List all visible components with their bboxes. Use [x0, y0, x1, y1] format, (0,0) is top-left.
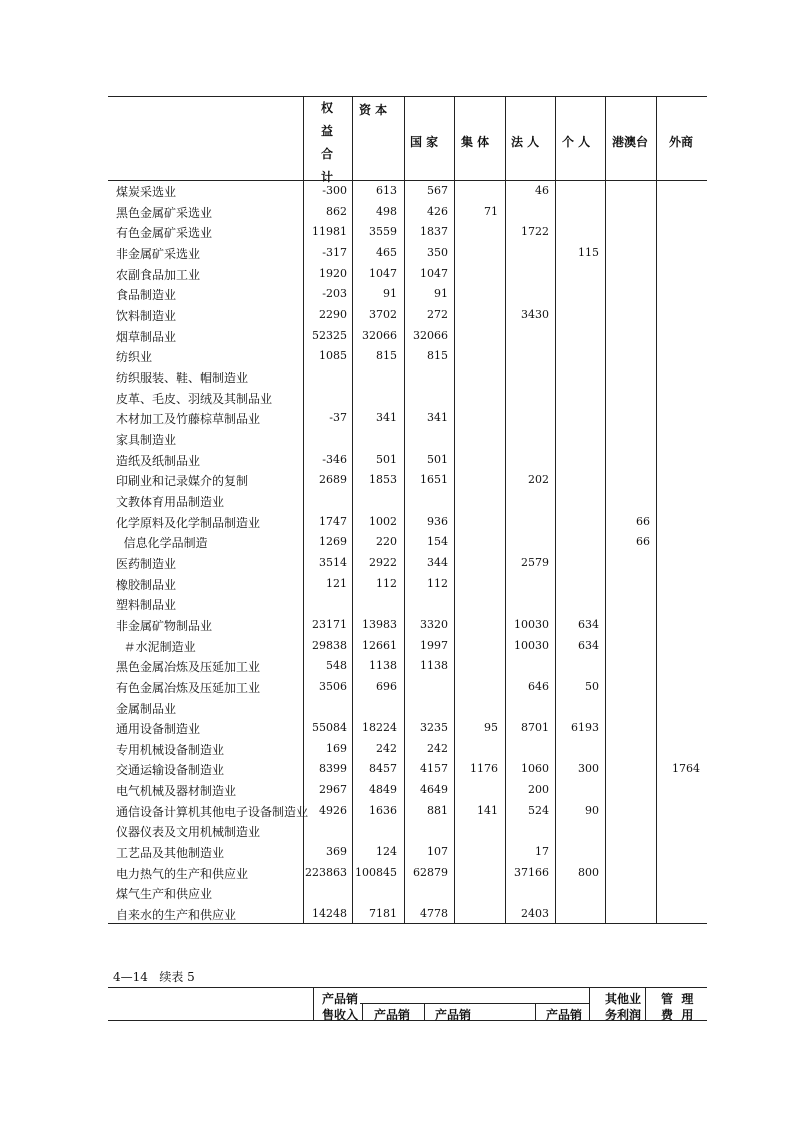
- table-cell: -203: [322, 287, 347, 301]
- row-label: 黑色金属冶炼及压延加工业: [116, 660, 261, 675]
- table-cell: 13983: [362, 617, 397, 631]
- table-cell: 2689: [319, 473, 347, 487]
- row-label: 有色金属矿采选业: [116, 226, 213, 241]
- table-cell: 121: [326, 576, 347, 590]
- continuation-caption: 4—14 续表 5: [113, 970, 195, 984]
- table-cell: 1047: [369, 266, 397, 280]
- table-cell: 100845: [355, 865, 397, 879]
- table-cell: 62879: [413, 865, 448, 879]
- table-bottom-rule: [108, 923, 707, 924]
- table-cell: 11981: [312, 225, 347, 239]
- header-equity-total: [319, 97, 335, 189]
- table-cell: 2290: [319, 307, 347, 321]
- table-cell: 524: [528, 803, 549, 817]
- table-cell: 1764: [672, 762, 700, 776]
- table-cell: 154: [427, 535, 448, 549]
- header-foreign: 外商: [669, 135, 694, 149]
- header-management-expense: 管 理: [661, 992, 694, 1006]
- row-label: 电气机械及器材制造业: [116, 784, 237, 799]
- table-cell: 501: [427, 452, 448, 466]
- table-cell: 634: [578, 617, 599, 631]
- table-cell: 32066: [362, 328, 397, 342]
- table-cell: 8457: [369, 762, 397, 776]
- table-cell: 1747: [319, 514, 347, 528]
- table-cell: 1138: [420, 659, 448, 673]
- table-cell: 90: [585, 803, 599, 817]
- table-cell: 1060: [521, 762, 549, 776]
- header-sales-c: 产品销: [546, 1008, 583, 1022]
- table-cell: 124: [376, 845, 397, 859]
- table-cell: -317: [322, 245, 347, 259]
- row-label: ＃水泥制造业: [116, 639, 196, 654]
- table-cell: 66: [636, 514, 650, 528]
- header-other-business-profit: 务利润: [605, 1008, 642, 1022]
- table-cell: 220: [376, 535, 397, 549]
- table-cell: 10030: [514, 638, 549, 652]
- table-cell: 1002: [369, 514, 397, 528]
- table-cell: 1651: [420, 473, 448, 487]
- row-label: 印刷业和记录媒介的复制: [116, 474, 249, 489]
- row-label: 电力热气的生产和供应业: [116, 866, 249, 881]
- table-cell: 1176: [470, 762, 498, 776]
- header-equity-char: 权: [320, 101, 333, 115]
- table-cell: 223863: [305, 865, 347, 879]
- table-cell: 369: [326, 845, 347, 859]
- table-cell: 613: [376, 184, 397, 197]
- row-label: 煤炭采选业: [116, 185, 177, 199]
- table-cell: -346: [322, 452, 347, 466]
- table-cell: 2403: [521, 907, 549, 921]
- table-cell: 341: [427, 411, 448, 425]
- table-cell: 18224: [362, 721, 397, 735]
- row-label: 工艺品及其他制造业: [116, 846, 225, 861]
- table-cell: 10030: [514, 617, 549, 631]
- row-label: 文教体育用品制造业: [116, 494, 225, 509]
- table-cell: -37: [329, 411, 347, 425]
- col-divider: [303, 96, 304, 923]
- table-cell: 1920: [319, 266, 347, 280]
- table-cell: 2922: [369, 555, 397, 569]
- continuation-subheader-rule: [360, 1003, 589, 1004]
- row-label: 皮革、毛皮、羽绒及其制品业: [116, 391, 273, 406]
- table-cell: 862: [326, 204, 347, 218]
- table-cell: 800: [578, 865, 599, 879]
- table-cell: 548: [326, 659, 347, 673]
- table-cell: 4849: [369, 783, 397, 797]
- header-sales-income: 售收入: [322, 1008, 359, 1022]
- row-label: 农副食品加工业: [116, 267, 201, 282]
- table-cell: 50: [585, 679, 599, 693]
- table-cell: 881: [427, 803, 448, 817]
- col-divider: [404, 96, 405, 923]
- table-cell: 815: [427, 349, 448, 363]
- table-cell: 3514: [319, 555, 347, 569]
- col-divider: [505, 96, 506, 923]
- table-cell: 107: [427, 845, 448, 859]
- row-label: 通用设备制造业: [116, 722, 201, 737]
- table-cell: 112: [376, 576, 397, 590]
- table-cell: 350: [427, 245, 448, 259]
- header-collective: 集 体: [461, 135, 490, 149]
- table-cell: 3506: [319, 679, 347, 693]
- table-cell: 12661: [362, 638, 397, 652]
- row-label: 塑料制品业: [116, 598, 177, 613]
- table-cell: 29838: [312, 638, 347, 652]
- col-divider: [535, 1003, 536, 1020]
- table-cell: 91: [434, 287, 448, 301]
- table-cell: 112: [427, 576, 448, 590]
- row-label: 交通运输设备制造业: [116, 763, 225, 778]
- header-sales-income: 产品销: [322, 992, 359, 1006]
- col-divider: [645, 987, 646, 1020]
- table-cell: 4157: [420, 762, 448, 776]
- table-cell: 242: [376, 741, 397, 755]
- table-cell: 169: [326, 741, 347, 755]
- table-cell: 3430: [521, 307, 549, 321]
- table-cell: 6193: [571, 721, 599, 735]
- table-cell: 91: [383, 287, 397, 301]
- header-state: 国 家: [410, 135, 439, 149]
- row-label: 煤气生产和供应业: [116, 887, 213, 902]
- col-divider: [352, 96, 353, 923]
- table-cell: 1853: [369, 473, 397, 487]
- table-cell: 55084: [312, 721, 347, 735]
- row-label: 黑色金属矿采选业: [116, 205, 213, 220]
- row-label: 金属制品业: [116, 701, 177, 716]
- table-cell: 300: [578, 762, 599, 776]
- table-cell: 272: [427, 307, 448, 321]
- table-cell: 202: [528, 473, 549, 487]
- table-cell: 71: [484, 204, 498, 218]
- header-hk-macau-taiwan: 港澳台: [612, 135, 649, 149]
- table-cell: 426: [427, 204, 448, 218]
- table-cell: 1636: [369, 803, 397, 817]
- row-label: 通信设备计算机其他电子设备制造业: [116, 804, 309, 819]
- table-top-rule: [108, 96, 707, 97]
- table-cell: 1722: [521, 225, 549, 239]
- table-cell: -300: [322, 184, 347, 197]
- table-cell: 1085: [319, 349, 347, 363]
- table-cell: 1997: [420, 638, 448, 652]
- table-cell: 936: [427, 514, 448, 528]
- row-label: 信息化学品制造: [116, 536, 208, 551]
- row-label: 非金属矿采选业: [116, 246, 201, 261]
- table-cell: 4778: [420, 907, 448, 921]
- table-cell: 498: [376, 204, 397, 218]
- table-cell: 8399: [319, 762, 347, 776]
- table-cell: 2967: [319, 783, 347, 797]
- table-cell: 23171: [312, 617, 347, 631]
- table-cell: 696: [376, 679, 397, 693]
- table-cell: 3702: [369, 307, 397, 321]
- table-cell: 1138: [369, 659, 397, 673]
- col-divider: [454, 96, 455, 923]
- row-label: 造纸及纸制品业: [116, 453, 201, 468]
- col-divider: [555, 96, 556, 923]
- row-label: 饮料制造业: [116, 308, 177, 323]
- table-cell: 3235: [420, 721, 448, 735]
- table-cell: 4926: [319, 803, 347, 817]
- col-divider: [313, 987, 314, 1020]
- row-label: 纺织业: [116, 350, 153, 365]
- row-label: 专用机械设备制造业: [116, 742, 225, 757]
- continuation-top-rule: [108, 987, 707, 988]
- col-divider: [424, 1003, 425, 1020]
- row-label: 烟草制品业: [116, 329, 177, 344]
- table-cell: 634: [578, 638, 599, 652]
- table-cell: 1269: [319, 535, 347, 549]
- table-cell: 344: [427, 555, 448, 569]
- row-label: 非金属矿物制品业: [116, 618, 213, 633]
- table-cell: 3559: [369, 225, 397, 239]
- table-cell: 1837: [420, 225, 448, 239]
- header-equity-char: 益: [320, 124, 333, 138]
- table-cell: 7181: [369, 907, 397, 921]
- row-label: 纺织服装、鞋、帽制造业: [116, 370, 249, 385]
- table-cell: 341: [376, 411, 397, 425]
- table-cell: 95: [484, 721, 498, 735]
- header-sales-b: 产品销: [435, 1008, 472, 1022]
- table-cell: 141: [477, 803, 498, 817]
- table-cell: 8701: [521, 721, 549, 735]
- row-label: 自来水的生产和供应业: [116, 908, 237, 923]
- header-capital: 资 本: [359, 103, 388, 117]
- col-divider: [362, 1003, 363, 1020]
- table-cell: 1047: [420, 266, 448, 280]
- table-cell: 66: [636, 535, 650, 549]
- header-equity-char: 合: [320, 147, 333, 161]
- table-cell: 37166: [514, 865, 549, 879]
- table-cell: 815: [376, 349, 397, 363]
- header-other-business-profit: 其他业: [605, 992, 642, 1006]
- table-cell: 242: [427, 741, 448, 755]
- row-label: 仪器仪表及文用机械制造业: [116, 825, 261, 840]
- table-cell: 32066: [413, 328, 448, 342]
- header-management-expense: 费 用: [661, 1008, 694, 1022]
- table-cell: 14248: [312, 907, 347, 921]
- header-legal-person: 法 人: [511, 135, 540, 149]
- table-cell: 46: [535, 184, 549, 197]
- row-label: 有色金属冶炼及压延加工业: [116, 680, 261, 695]
- table-cell: 2579: [521, 555, 549, 569]
- row-label: 化学原料及化学制品制造业: [116, 515, 261, 530]
- row-label: 食品制造业: [116, 288, 177, 303]
- row-label: 橡胶制品业: [116, 577, 177, 592]
- col-divider: [589, 987, 590, 1020]
- col-divider: [605, 96, 606, 923]
- row-label: 家具制造业: [116, 432, 177, 447]
- table-cell: 646: [528, 679, 549, 693]
- table-cell: 3320: [420, 617, 448, 631]
- table-cell: 465: [376, 245, 397, 259]
- table-cell: 567: [427, 184, 448, 197]
- table-cell: 52325: [312, 328, 347, 342]
- table-cell: 17: [535, 845, 549, 859]
- table-cell: 200: [528, 783, 549, 797]
- table-cell: 115: [578, 245, 599, 259]
- header-sales-a: 产品销: [374, 1008, 411, 1022]
- row-label: 医药制造业: [116, 556, 177, 571]
- row-label: 木材加工及竹藤棕草制品业: [116, 412, 261, 427]
- table-cell: 501: [376, 452, 397, 466]
- header-equity-char: 计: [320, 170, 333, 184]
- table-cell: 4649: [420, 783, 448, 797]
- header-individual: 个 人: [562, 135, 591, 149]
- header-bottom-rule: [108, 180, 707, 181]
- col-divider: [656, 96, 657, 923]
